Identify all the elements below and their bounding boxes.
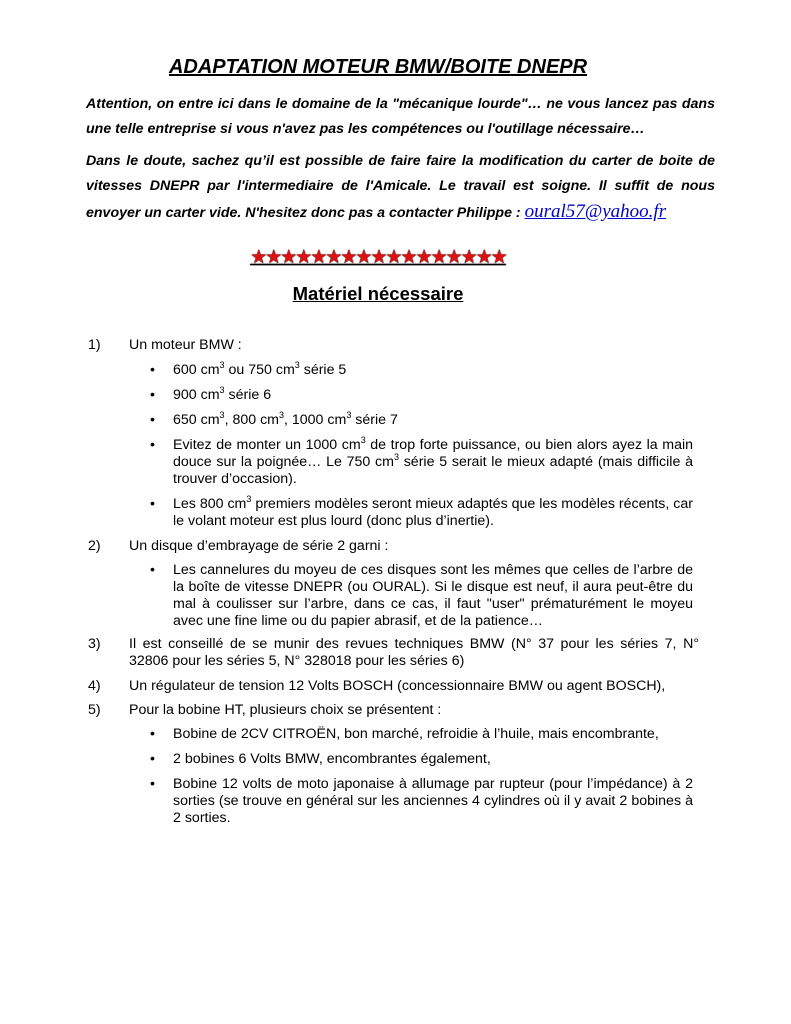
bullet-icon: • — [150, 751, 155, 767]
list-item: 2 bobines 6 Volts BMW, encombrantes également, — [173, 751, 491, 767]
section-title: Matériel nécessaire — [292, 283, 464, 304]
item-number: 5) — [88, 702, 101, 718]
item-text: Il est conseillé de se munir des revues techniques BMW (N° 37 pour les séries 7, N° 32806 pour les séries 5, N° 328018 pour les séries 6) — [129, 636, 699, 669]
list-item: 600 $cm^3$ ou 750 $cm^3$ série 5 — [173, 360, 347, 378]
list-item: 900 $cm^3$ série 6 — [173, 385, 272, 403]
item-number: 2) — [88, 538, 101, 554]
item-text: Pour la bobine HT, plusieurs choix se présentent : — [129, 702, 442, 718]
bullet-icon: • — [150, 412, 155, 428]
list-item: Les cannelures du moyeu de ces disques sont les mêmes que celles de l’arbre de la boîte de vitesse DNEPR (ou OURAL). Si le disque est neuf, il aura peut-être du mal à coulisser sur l’arbre, dans ce cas, il faut "user" prématurément le moyeu avec une fine lime ou du papier abrasif, et de la patience… — [173, 562, 693, 629]
bullet-icon: • — [150, 726, 155, 742]
list-item: Bobine 12 volts de moto japonaise à allumage par rupteur (pour l’impédance) à 2 sorties (se trouve en général sur les anciennes 4 cylindres où il y avait 2 bobines à 2 sorties. — [173, 776, 693, 826]
bullet-icon: • — [150, 496, 155, 512]
intro-contact-text: Dans le doute, sachez qu’il est possible de faire faire la modification du carter de boite de vitesses DNEPR par l'intermediaire de l'Amicale. Le travail est soigne. Il suffit de nous envoyer un carter vide. N'hesitez donc pas a contacter Philippe : — [86, 153, 715, 221]
bullet-icon: • — [150, 362, 155, 378]
bullet-icon: • — [150, 776, 155, 792]
intro-contact — [86, 149, 715, 226]
item-text: Un disque d’embrayage de série 2 garni : — [129, 538, 389, 554]
list-item: Evitez de monter un 1000 $cm^3$ de trop forte puissance, ou bien alors ayez la main douce sur la poignée… Le 750 $cm^3$ série 5 serait le mieux adapté (mais difficile à trouver d’occasion). — [173, 435, 693, 487]
contact-email-link[interactable]: oural57@yahoo.fr — [524, 201, 667, 222]
item-number: 1) — [88, 337, 101, 353]
star-separator: ★★★★★★★★★★★★★★★★★ — [250, 247, 506, 268]
intro-warning: Attention, on entre ici dans le domaine de la "mécanique lourde"… ne vous lancez pas dans une telle entreprise si vous n'avez pas les compétences ou l'outillage nécessaire… — [86, 96, 715, 137]
list-item: 650 $cm^3$, 800 $cm^3$, 1000 $cm^3$ série 7 — [173, 410, 398, 428]
bullet-icon: • — [150, 437, 155, 453]
page-title: ADAPTATION MOTEUR BMW/BOITE DNEPR — [168, 56, 588, 78]
list-item: Bobine de 2CV CITROËN, bon marché, refroidie à l’huile, mais encombrante, — [173, 726, 659, 742]
item-text: Un régulateur de tension 12 Volts BOSCH (concessionnaire BMW ou agent BOSCH), — [129, 678, 666, 694]
item-text: Un moteur BMW : — [129, 337, 242, 353]
list-item: Les 800 $cm^3$ premiers modèles seront mieux adaptés que les modèles récents, car le volant moteur est plus lourd (donc plus d’inertie). — [173, 494, 693, 529]
item-number: 4) — [88, 678, 101, 694]
bullet-icon: • — [150, 562, 155, 578]
item-number: 3) — [88, 636, 101, 652]
bullet-icon: • — [150, 387, 155, 403]
